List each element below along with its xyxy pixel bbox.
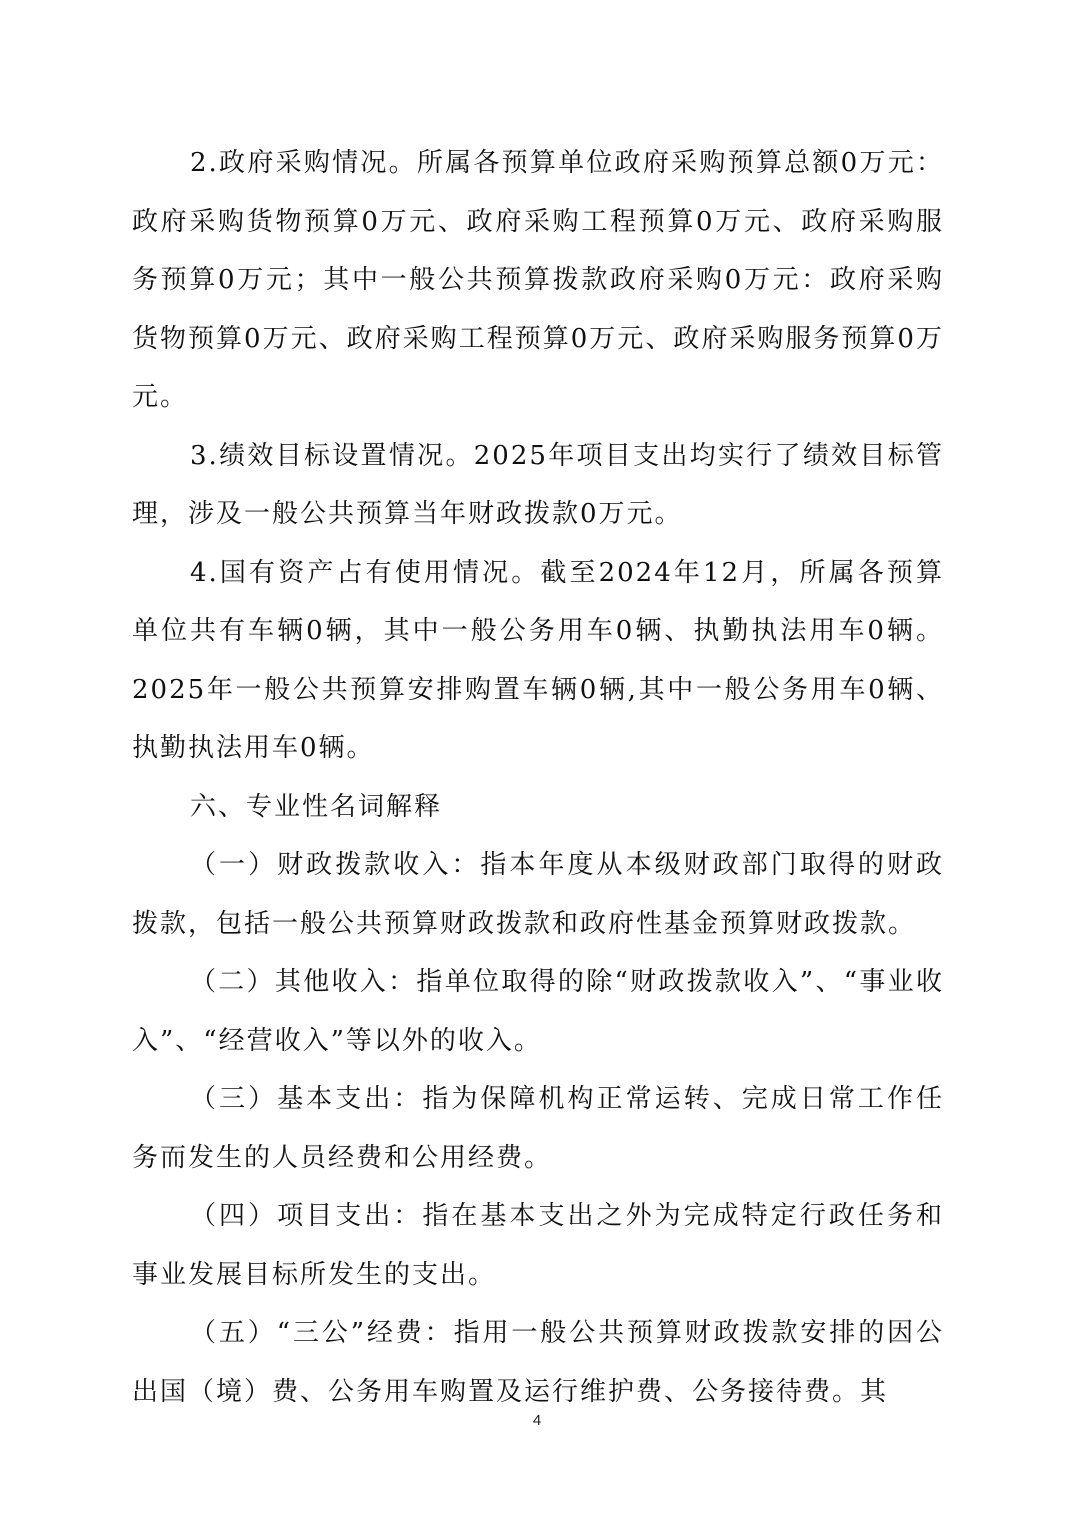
definition-other-income: （二）其他收入：指单位取得的除“财政拨款收入”、“事业收入”、“经营收入”等以外的收入。 xyxy=(132,967,944,1056)
document-body xyxy=(132,134,944,1421)
definition-three-public-expenses: （五）“三公”经费：指用一般公共预算财政拨款安排的因公出国（境）费、公务用车购置及运行维护费、公务接待费。其 xyxy=(132,1318,944,1407)
definition-basic-expenditure: （三）基本支出：指为保障机构正常运转、完成日常工作任务而发生的人员经费和公用经费。 xyxy=(132,1084,944,1173)
paragraph-performance-targets: 3.绩效目标设置情况。2025年项目支出均实行了绩效目标管理，涉及一般公共预算当年财政拨款0万元。 xyxy=(132,440,944,529)
paragraph-government-procurement: 2.政府采购情况。所属各预算单位政府采购预算总额0万元：政府采购货物预算0万元、政府采购工程预算0万元、政府采购服务预算0万元；其中一般公共预算拨款政府采购0万元：政府采购货物预算0万元、政府采购工程预算0万元、政府采购服务预算0万元。 xyxy=(132,148,944,412)
section-heading: 六、专业性名词解释 xyxy=(190,791,443,822)
paragraph-state-assets: 4.国有资产占有使用情况。截至2024年12月，所属各预算单位共有车辆0辆，其中一般公务用车0辆、执勤执法用车0辆。2025年一般公共预算安排购置车辆0辆,其中一般公务用车0辆、执勤执法用车0辆。 xyxy=(132,557,944,763)
definition-project-expenditure: （四）项目支出：指在基本支出之外为完成特定行政任务和事业发展目标所发生的支出。 xyxy=(132,1201,944,1290)
page-number: 4 xyxy=(532,1412,542,1429)
definition-fiscal-appropriation-income: （一）财政拨款收入：指本年度从本级财政部门取得的财政拨款，包括一般公共预算财政拨款和政府性基金预算财政拨款。 xyxy=(132,850,944,939)
